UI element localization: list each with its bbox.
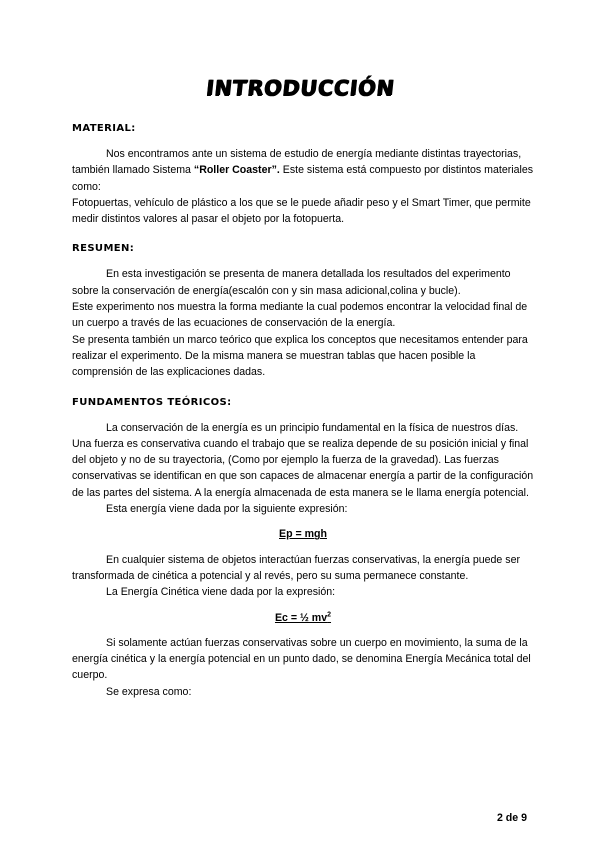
material-paragraph-1 — [72, 146, 534, 195]
section-heading-material: MATERIAL: — [72, 123, 136, 134]
section-heading-fundamentos: FUNDAMENTOS TEÓRICOS: — [72, 396, 232, 408]
material-text-1b: Este sistema está compuesto por distintos materiales como: — [72, 164, 534, 193]
formula-kinetic-exponent: 2 — [327, 611, 332, 618]
material-paragraph-2: Fotopuertas, vehículo de plástico a los que se le puede añadir peso y el Smart Timer, que permite medir distintos valores al pasar el objeto por la fotopuerta. — [72, 196, 531, 226]
fundamentos-paragraph-6: Se expresa como: — [106, 685, 192, 698]
resumen-paragraph-3: Se presenta también un marco teórico que explica los conceptos que necesitamos entender para realizar el experimento. De la misma manera se muestran tablas que hacen posible la comprensión de las explicaciones dadas. — [72, 333, 528, 379]
page-title: INTRODUCCIÓN — [204, 76, 396, 100]
section-heading-resumen: RESUMEN: — [72, 243, 135, 255]
fundamentos-paragraph-2: Esta energía viene dada por la siguiente expresión: — [106, 503, 348, 516]
fundamentos-paragraph-4: La Energía Cinética viene dada por la expresión: — [106, 586, 336, 599]
document-body — [72, 121, 534, 700]
roller-coaster-label: “Roller Coaster”. — [193, 164, 280, 177]
fundamentos-paragraph-5: Si solamente actúan fuerzas conservativas sobre un cuerpo en movimiento, la suma de la energía cinética y la energía potencial en un punto dado, se denomina Energía Mecánica total del cuerpo. — [72, 636, 531, 682]
formula-kinetic-text: Ec = ½ mv — [274, 611, 328, 624]
material-text-1a: Nos encontramos ante un sistema de estudio de energía mediante distintas trayectorias, también llamado Sistema — [72, 148, 522, 177]
fundamentos-paragraph-3: En cualquier sistema de objetos interactúan fuerzas conservativas, la energía puede ser transformada de cinética a potencial y al revés, pero su suma permanece constante. — [72, 553, 520, 582]
resumen-paragraph-2: Este experimento nos muestra la forma mediante la cual podemos encontrar la velocidad final de un cuerpo a través de las ecuaciones de conservación de la energía. — [72, 301, 528, 330]
formula-kinetic-energy — [72, 610, 534, 626]
formula-potential-energy: Ep = mgh — [279, 528, 327, 541]
resumen-paragraph-1: En esta investigación se presenta de manera detallada los resultados del experimento sobre la conservación de energía(escalón con y sin masa adicional,colina y bucle). — [72, 268, 511, 297]
fundamentos-paragraph-1: La conservación de la energía es un principio fundamental en la física de nuestros días. Una fuerza es conservativa cuando el trabajo que se realiza depende de su posición inicial y final del objeto y no de su trayectoria, (Como por ejemplo la fuerza de la gravedad). Las fuerzas conservativas se identifican en que son capaces de almacenar energía a partir de la configuración de las partes del sistema. A la energía almacenada de esta manera se le llama energía potencial. — [72, 421, 534, 499]
page-number: 2 de 9 — [496, 812, 527, 824]
